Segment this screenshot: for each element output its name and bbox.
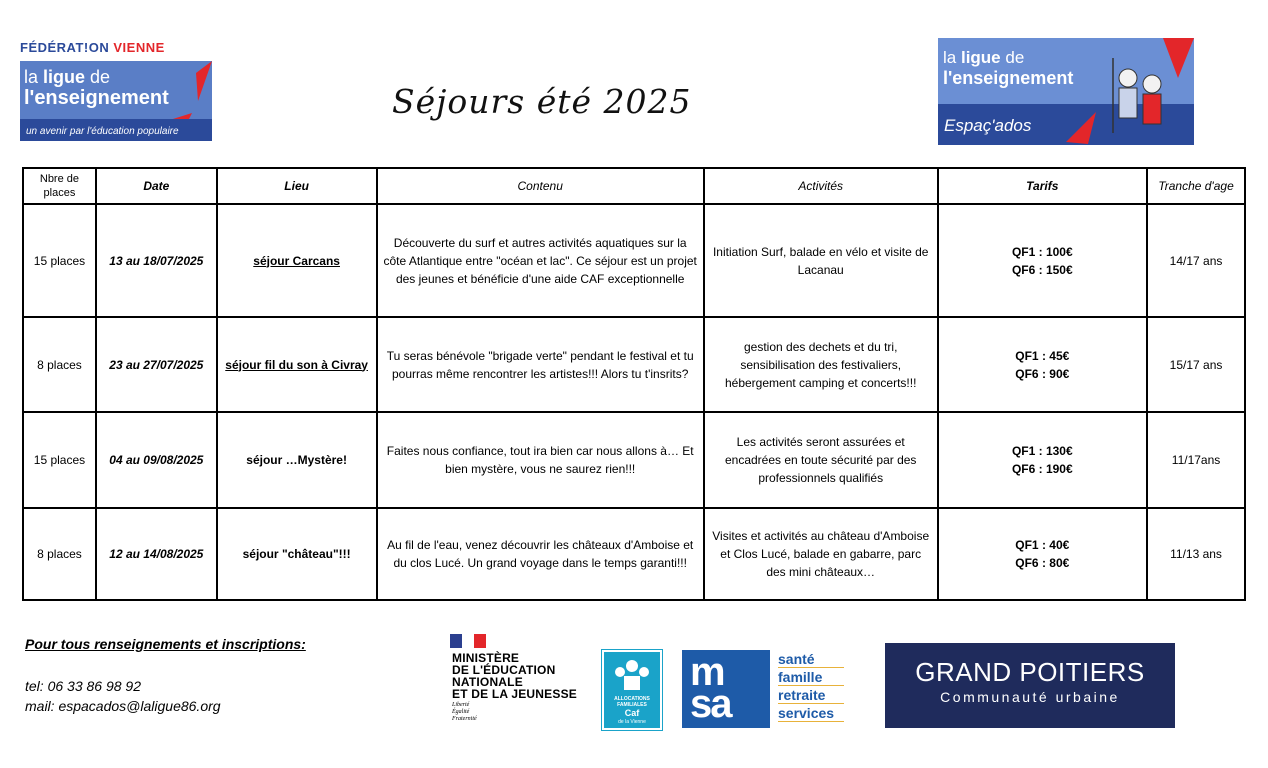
contenu-cell: Faites nous confiance, tout ira bien car nous allons à… Et bien mystère, vous ne saurez rien!!! [377, 412, 704, 508]
ligue-federation-vienne-logo [20, 40, 220, 141]
espacados-label: Espaç'ados [944, 116, 1032, 135]
grand-poitiers-logo: GRAND POITIERS Communauté urbaine [885, 643, 1175, 728]
page-title: Séjours été 2025 [392, 82, 692, 121]
ministere-education-logo: MINISTÈRE DE L'ÉDUCATION NATIONALE ET DE LA JEUNESSE Liberté Égalité Fraternité [440, 628, 585, 738]
contenu-cell: Découverte du surf et autres activités aquatiques sur la côte Atlantique entre "océan et lac". Ce séjour est un projet des jeunes et bénéficie d'une aide CAF exceptionnelle [377, 204, 704, 317]
tarifs-cell: QF1 : 40€ QF6 : 80€ [938, 508, 1148, 600]
places-cell: 15 places [23, 204, 96, 317]
places-cell: 15 places [23, 412, 96, 508]
caf-vienne-logo: ALLOCATIONS FAMILIALES Caf de la Vienne [602, 650, 662, 730]
col-header-tranche: Tranche d'age [1147, 168, 1245, 204]
lieu-cell: séjour "château"!!! [217, 508, 377, 600]
date-cell: 12 au 14/08/2025 [96, 508, 217, 600]
sejours-table [22, 167, 1246, 601]
contact-heading: Pour tous renseignements et inscriptions: [25, 636, 306, 652]
tranche-cell: 14/17 ans [1147, 204, 1245, 317]
activites-cell: Initiation Surf, balade en vélo et visite de Lacanau [704, 204, 938, 317]
lieu-cell: séjour Carcans [217, 204, 377, 317]
republic-motto: Liberté Égalité Fraternité [452, 702, 477, 722]
date-cell: 13 au 18/07/2025 [96, 204, 217, 317]
contact-block [25, 636, 306, 714]
date-cell: 04 au 09/08/2025 [96, 412, 217, 508]
tarifs-cell: QF1 : 130€ QF6 : 190€ [938, 412, 1148, 508]
contenu-cell: Tu seras bénévole "brigade verte" pendant le festival et tu pourras même rencontrer les artistes!!! Alors tu t'insrits? [377, 317, 704, 412]
contact-email[interactable]: mail: espacados@laligue86.org [25, 698, 221, 714]
col-header-places: Nbre de places [23, 168, 96, 204]
lieu-cell: séjour fil du son à Civray [217, 317, 377, 412]
msa-mark-icon: m sa [682, 650, 770, 728]
activites-cell: Visites et activités au château d'Amboise et Clos Lucé, balade en gabarre, parc des mini châteaux… [704, 508, 938, 600]
col-header-date: Date [96, 168, 217, 204]
tranche-cell: 11/17ans [1147, 412, 1245, 508]
table-row [23, 204, 1245, 317]
tranche-cell: 11/13 ans [1147, 508, 1245, 600]
places-cell: 8 places [23, 508, 96, 600]
federation-vienne-label: FÉDÉRAT!ON VIENNE [20, 40, 165, 55]
table-row [23, 317, 1245, 412]
places-cell: 8 places [23, 317, 96, 412]
table-row [23, 412, 1245, 508]
tranche-cell: 15/17 ans [1147, 317, 1245, 412]
col-header-lieu: Lieu [217, 168, 377, 204]
tarifs-cell: QF1 : 100€ QF6 : 150€ [938, 204, 1148, 317]
lieu-cell: séjour …Mystère! [217, 412, 377, 508]
col-header-tarifs: Tarifs [938, 168, 1148, 204]
col-header-contenu: Contenu [377, 168, 704, 204]
contenu-cell: Au fil de l'eau, venez découvrir les châteaux d'Amboise et du clos Lucé. Un grand voyage dans le temps garanti!!! [377, 508, 704, 600]
msa-logo: m sa santé famille retraite services [682, 650, 872, 728]
table-row [23, 508, 1245, 600]
col-header-activites: Activités [704, 168, 938, 204]
ligue-espacados-logo: la ligue de l'enseignement Espaç'ados [938, 38, 1194, 145]
ligue-brand-box: la ligue de l'enseignement un avenir par l'éducation populaire [20, 61, 212, 141]
caf-family-icon [604, 652, 660, 696]
date-cell: 23 au 27/07/2025 [96, 317, 217, 412]
activites-cell: Les activités seront assurées et encadrées en toute sécurité par des professionnels qualifiés [704, 412, 938, 508]
ligue-tagline: un avenir par l'éducation populaire [26, 126, 179, 137]
activites-cell: gestion des dechets et du tri, sensibilisation des festivaliers, hébergement camping et concerts!!! [704, 317, 938, 412]
french-flag-icon [450, 634, 486, 648]
table-header-row [23, 168, 1245, 204]
tarifs-cell: QF1 : 45€ QF6 : 90€ [938, 317, 1148, 412]
contact-phone: tel: 06 33 86 98 92 [25, 678, 141, 694]
